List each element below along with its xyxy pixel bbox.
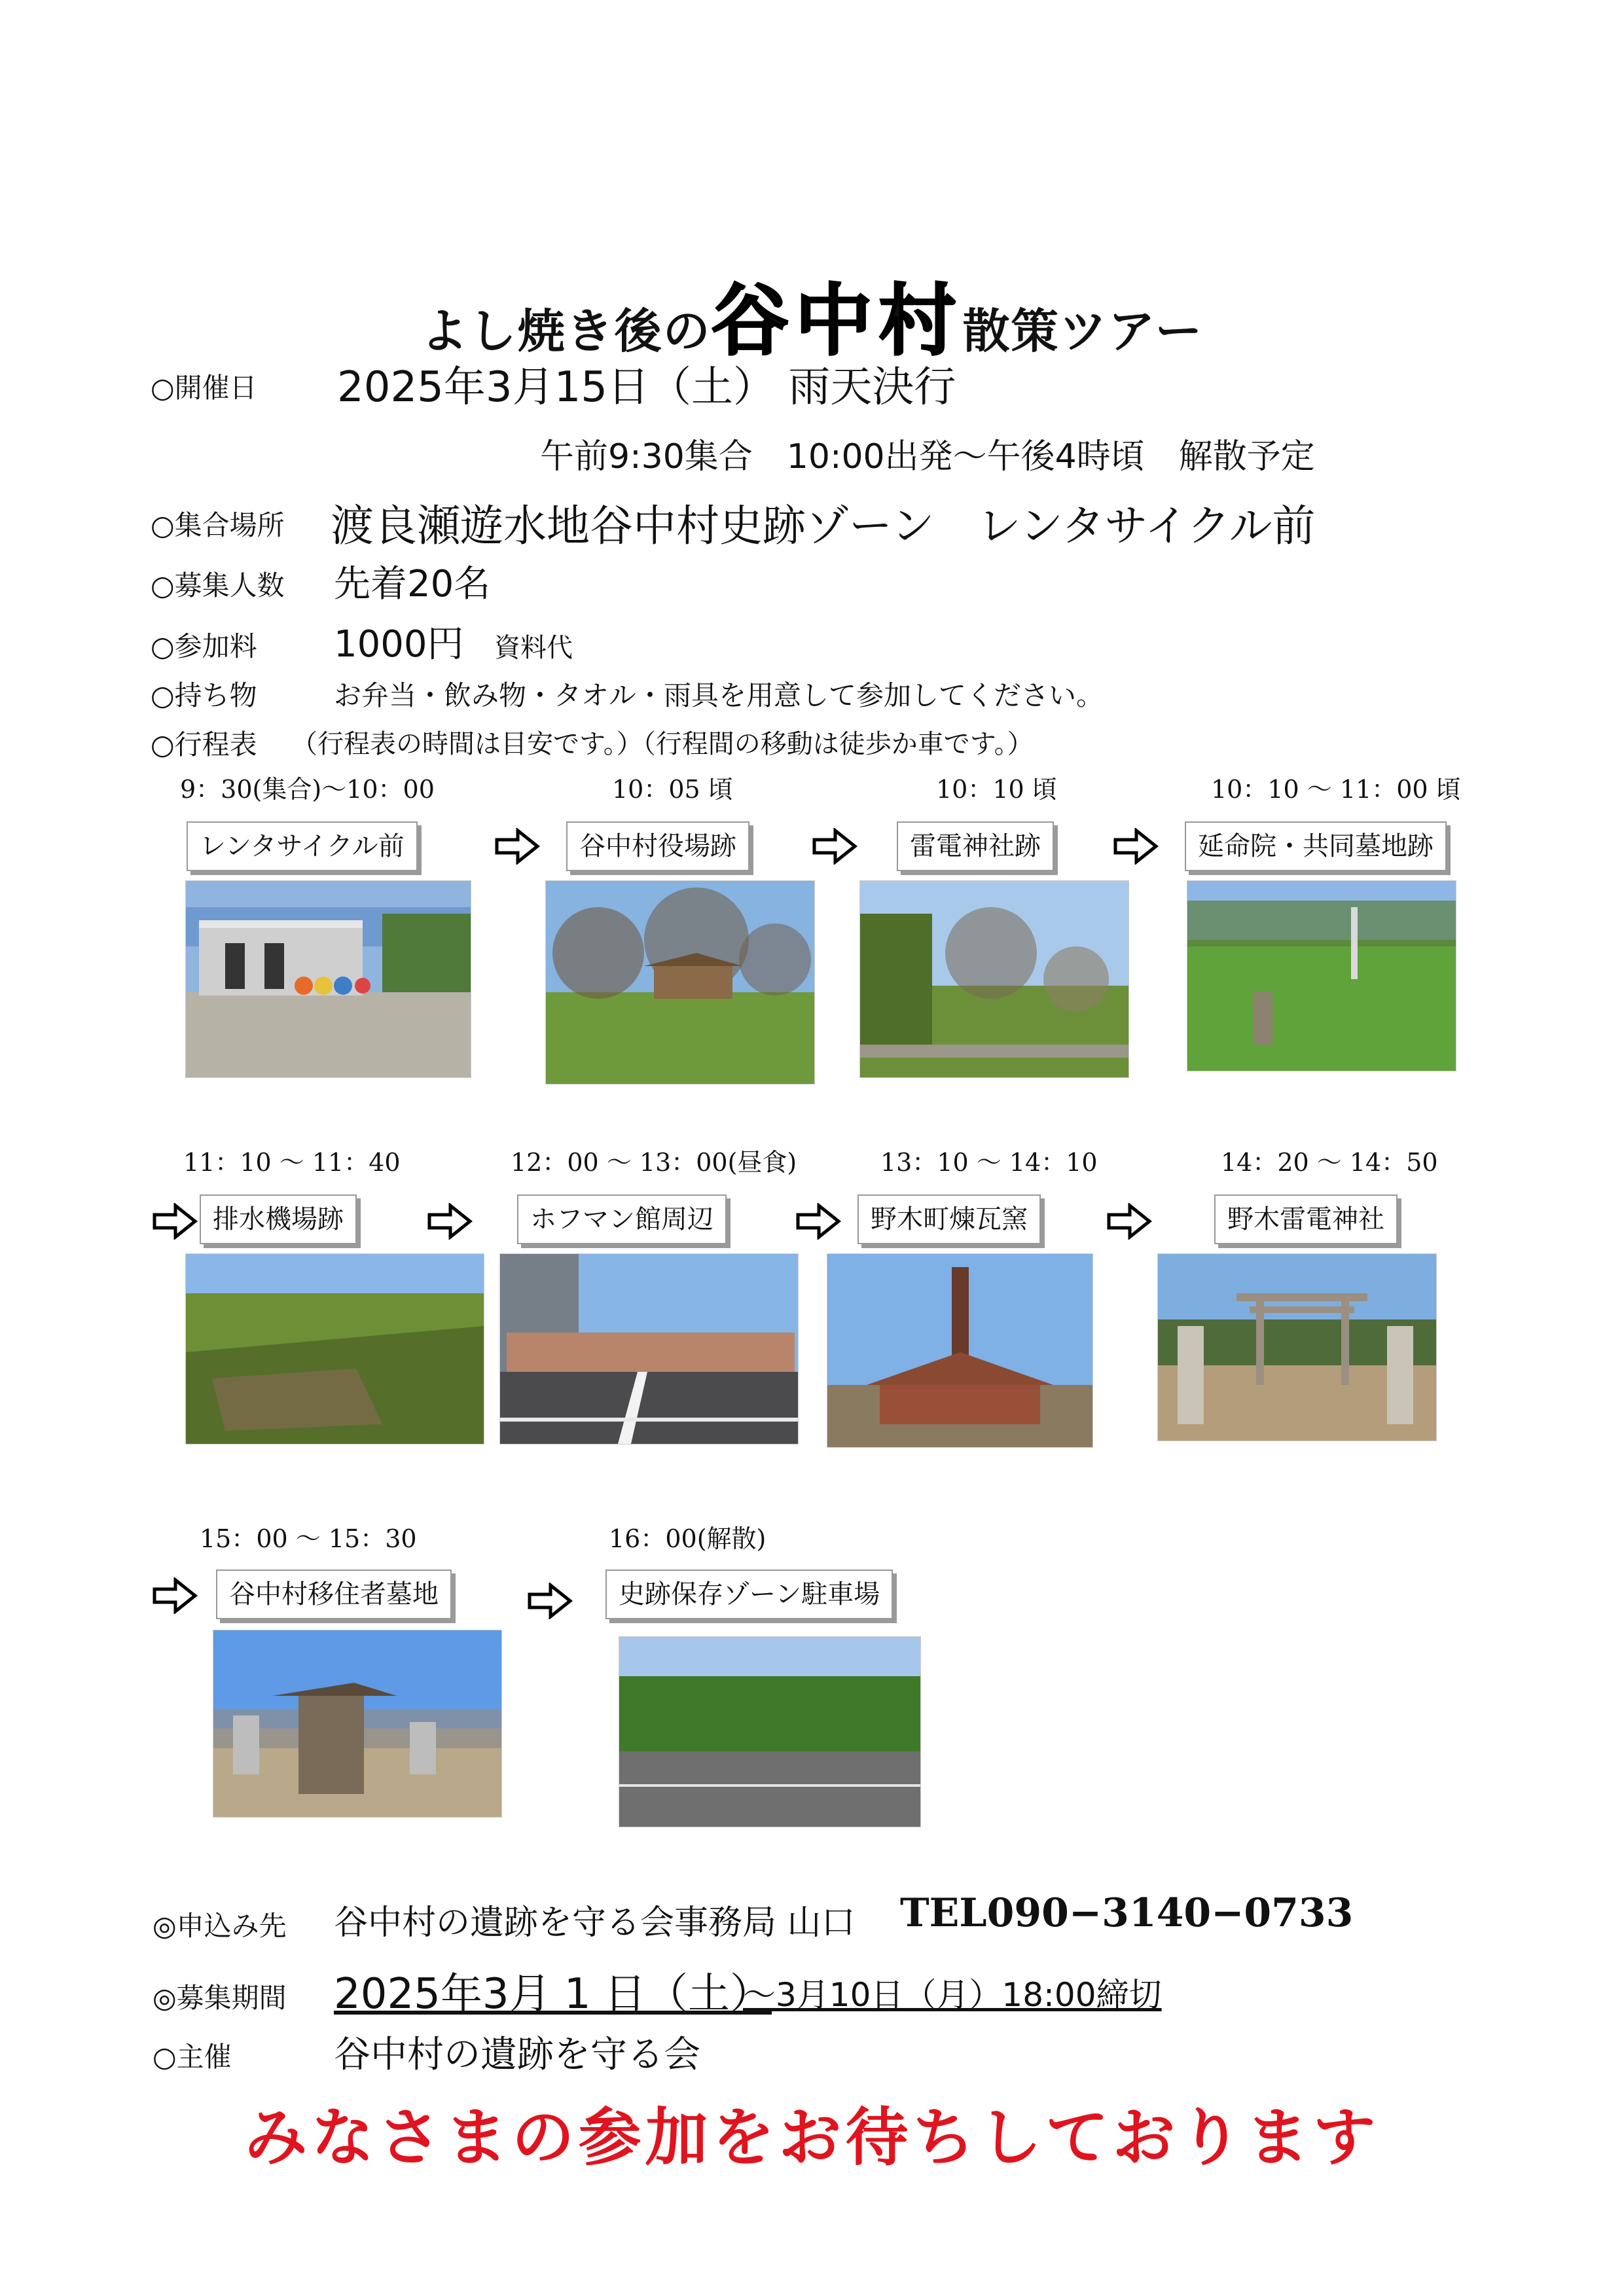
closing-message: みなさまの参加をお待ちしております — [244, 2101, 1380, 2174]
stop-label: 野木雷電神社 — [1214, 1194, 1398, 1244]
schedule-time: 14：20 ～ 14：50 — [1221, 1148, 1438, 1177]
apply-org: 谷中村の遺跡を守る会事務局 山口 — [334, 1903, 856, 1943]
place-value: 渡良瀬遊水地谷中村史跡ゾーン レンタサイクル前 — [331, 501, 1316, 551]
period-start: 2025年3月 1 日（土） — [334, 1970, 772, 2018]
title-prefix: よし焼き後の — [420, 304, 712, 359]
right-arrow-icon — [795, 1203, 841, 1240]
right-arrow-icon — [494, 828, 540, 865]
schedule-time: 13：10 ～ 14：10 — [880, 1148, 1098, 1177]
photo-enmeiin-cemetery — [1187, 880, 1456, 1071]
schedule-time: 10：10 頃 — [936, 775, 1057, 804]
stop-label: 延命院・共同墓地跡 — [1185, 821, 1447, 871]
capacity-value: 先着20名 — [334, 563, 491, 605]
photo-village-office — [545, 880, 815, 1085]
stop-label: 谷中村役場跡 — [566, 821, 749, 871]
schedule-time: 10：05 頃 — [612, 775, 733, 804]
photo-raiden-shrine-ruins — [859, 880, 1129, 1078]
photo-nogi-raiden-shrine — [1157, 1253, 1437, 1441]
right-arrow-icon — [1113, 828, 1159, 865]
photo-parking-lot — [619, 1636, 921, 1827]
apply-label: ◎申込み先 — [153, 1910, 287, 1942]
schedule-time: 10：10 ～ 11：00 頃 — [1211, 775, 1461, 804]
date-label: ○開催日 — [151, 372, 257, 404]
fee-value: 1000円 — [334, 623, 464, 666]
stop-label: 史跡保存ゾーン駐車場 — [605, 1570, 893, 1619]
schedule-note: （行程表の時間は目安です。）（行程間の移動は徒歩か車です。） — [291, 729, 1034, 759]
photo-rental-cycle — [185, 880, 471, 1078]
stop-label: ホフマン館周辺 — [517, 1194, 727, 1244]
schedule-time: 15：00 ～ 15：30 — [200, 1524, 417, 1553]
title-main: 谷中村 — [711, 275, 963, 366]
stop-label: 排水機場跡 — [200, 1194, 357, 1244]
host-value: 谷中村の遺跡を守る会 — [334, 2034, 700, 2076]
period-label: ◎募集期間 — [153, 1982, 287, 2014]
period-end: ～3月10日（月）18:00締切 — [743, 1976, 1162, 2014]
stop-label: 雷電神社跡 — [897, 821, 1054, 871]
schedule-time: 11：10 ～ 11：40 — [183, 1148, 401, 1177]
right-arrow-icon — [1106, 1203, 1152, 1240]
fee-note: 資料代 — [494, 633, 573, 663]
photo-migrant-cemetery — [213, 1630, 502, 1818]
right-arrow-icon — [812, 828, 857, 865]
host-label: ○主催 — [153, 2041, 232, 2073]
schedule-label: ○行程表 — [151, 728, 257, 761]
title-suffix: 散策ツアー — [962, 304, 1204, 359]
items-label: ○持ち物 — [151, 679, 257, 711]
place-label: ○集合場所 — [151, 509, 285, 541]
capacity-label: ○募集人数 — [151, 569, 285, 601]
stop-label: 野木町煉瓦窯 — [857, 1194, 1041, 1244]
stop-label: 谷中村移住者墓地 — [216, 1570, 452, 1619]
items-value: お弁当・飲み物・タオル・雨具を用意して参加してください。 — [334, 679, 1104, 711]
date-value: 2025年3月15日（土） 雨天決行 — [337, 363, 956, 412]
schedule-time: 12：00 ～ 13：00(昼食) — [511, 1148, 797, 1177]
schedule-time: 16：00(解散) — [609, 1524, 767, 1553]
time-value: 午前9:30集合 10:00出発～午後4時頃 解散予定 — [540, 437, 1315, 476]
photo-drainage-ruins — [185, 1253, 484, 1444]
schedule-time: 9：30(集合)～10：00 — [180, 775, 435, 804]
fee-label: ○参加料 — [151, 630, 257, 662]
stop-label: レンタサイクル前 — [187, 821, 418, 871]
right-arrow-icon — [427, 1203, 473, 1240]
photo-hoffman-hall — [499, 1253, 799, 1444]
right-arrow-icon — [152, 1577, 198, 1614]
photo-brick-kiln — [827, 1253, 1093, 1448]
apply-tel: TEL090−3140−0733 — [900, 1890, 1354, 1936]
right-arrow-icon — [152, 1203, 198, 1240]
right-arrow-icon — [527, 1583, 573, 1619]
